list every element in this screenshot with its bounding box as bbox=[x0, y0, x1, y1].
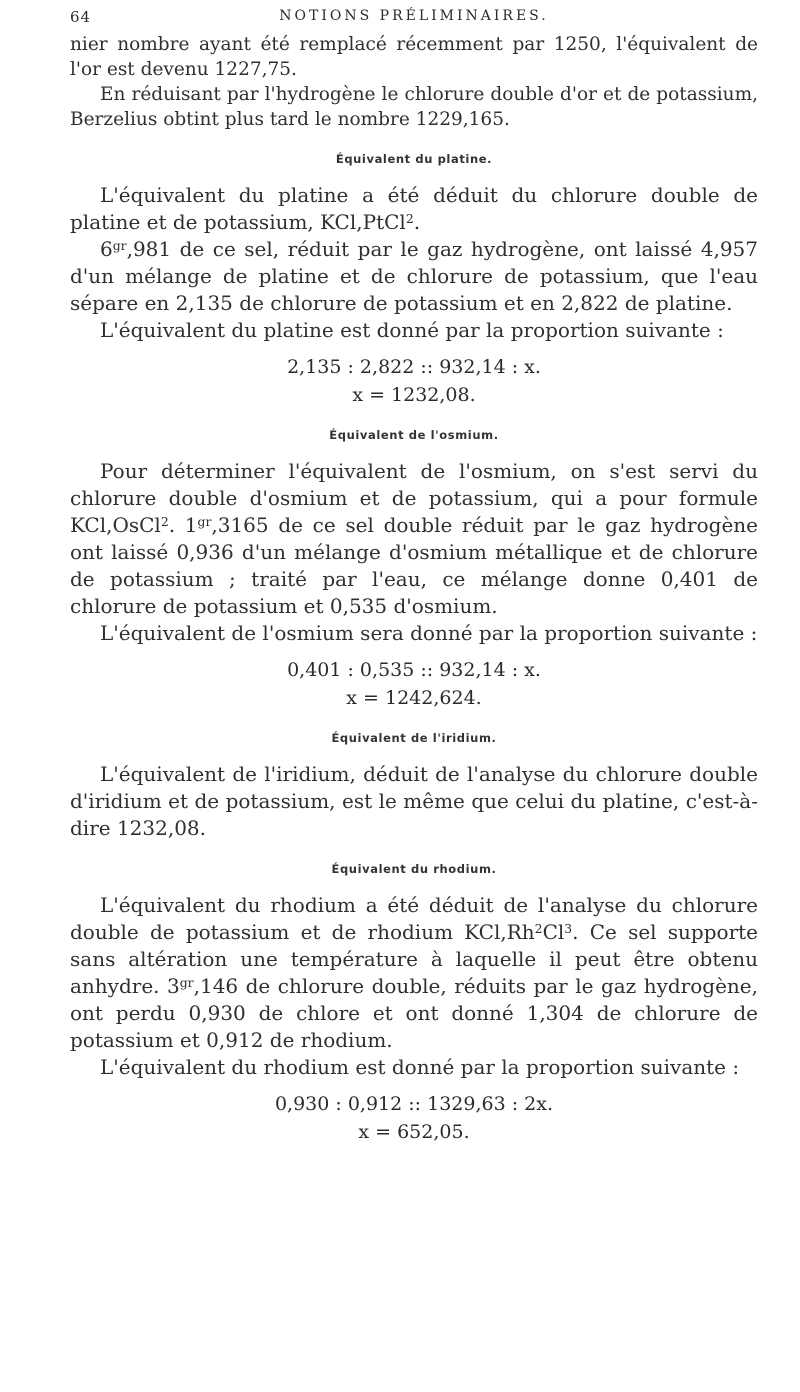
rhodium-p1-d: ,146 de chlorure double, réduits par le gaz hydrogène, ont perdu 0,930 de chlore et ont donné 1,304 de chlorure de potassium et 0,912 de rhodium. bbox=[70, 974, 758, 1052]
platine-p2-text: ,981 de ce sel, réduit par le gaz hydrogène, ont laissé 4,957 d'un mélange de platine et de chlorure de potassium, que l'eau sépare en 2,135 de chlorure de potassium et en 2,822 de platine. bbox=[70, 237, 758, 315]
rhodium-paragraph-1 bbox=[70, 892, 758, 1054]
intro-section bbox=[70, 32, 758, 132]
rhodium-formula-proportion: 0,930 : 0,912 :: 1329,63 : 2x. bbox=[274, 1093, 554, 1115]
platine-paragraph-2 bbox=[70, 236, 758, 317]
osmium-formula-result: x = 1242,624. bbox=[346, 687, 482, 709]
section-heading-iridium: Équivalent de l'iridium. bbox=[331, 731, 497, 745]
osmium-p1-end: . bbox=[168, 513, 176, 537]
rhodium-p1-unit: gr bbox=[179, 974, 194, 990]
platine-p1-text: L'équivalent du platine a été déduit du chlorure double de platine et de potassium, KCl,PtCl bbox=[70, 183, 758, 234]
rhodium-p1-sup1: 2 bbox=[534, 920, 543, 936]
osmium-p1-sup: 2 bbox=[160, 513, 169, 529]
osmium-p1-text: Pour déterminer l'équivalent de l'osmium, on s'est servi du chlorure double d'osmium et de potassium, qui a pour formule KCl,OsCl bbox=[70, 459, 758, 537]
rhodium-p1-sup2: 3 bbox=[564, 920, 573, 936]
platine-p1-sup: 2 bbox=[405, 210, 414, 226]
rhodium-p1-c: . Ce sel supporte sans altération une température à laquelle il peut être obtenu anhydre. 3 bbox=[70, 920, 758, 998]
rhodium-formula-result: x = 652,05. bbox=[358, 1121, 470, 1143]
platine-section bbox=[70, 152, 758, 408]
osmium-paragraph-1 bbox=[70, 458, 758, 620]
page-number: 64 bbox=[70, 8, 92, 26]
rhodium-p1-a: L'équivalent du rhodium a été déduit de l'analyse du chlorure double de potassium et de rhodium KCl,Rh bbox=[70, 893, 758, 944]
section-heading-osmium: Équivalent de l'osmium. bbox=[329, 428, 499, 442]
iridium-section bbox=[70, 731, 758, 842]
osmium-p1b-text: ,3165 de ce sel double réduit par le gaz hydrogène ont laissé 0,936 d'un mélange d'osmium métallique et de chlorure de potassium ; traité par l'eau, ce mélange donne 0,401 de chlorure de potassium et 0,535 d'osmium. bbox=[70, 513, 759, 618]
running-head bbox=[70, 8, 758, 32]
platine-p2-mass: 6 bbox=[100, 237, 113, 261]
iridium-paragraph-1: L'équivalent de l'iridium, déduit de l'analyse du chlorure double d'iridium et de potassium, est le même que celui du platine, c'est-à-dire 1232,08. bbox=[70, 762, 758, 840]
rhodium-p1-b: Cl bbox=[542, 920, 565, 944]
rhodium-section bbox=[70, 862, 758, 1145]
osmium-p1b-unit: gr bbox=[197, 513, 212, 529]
section-heading-platine: Équivalent du platine. bbox=[335, 152, 493, 166]
platine-paragraph-1 bbox=[70, 182, 758, 236]
osmium-p1b-mass: 1 bbox=[184, 513, 198, 537]
osmium-section bbox=[70, 428, 758, 711]
running-title: NOTIONS PRÉLIMINAIRES. bbox=[279, 8, 549, 24]
platine-formula-result: x = 1232,08. bbox=[352, 384, 476, 406]
platine-paragraph-3: L'équivalent du platine est donné par la proportion suivante : bbox=[100, 318, 724, 342]
osmium-formula-proportion: 0,401 : 0,535 :: 932,14 : x. bbox=[287, 659, 541, 681]
intro-paragraph-1: nier nombre ayant été remplacé récemment par 1250, l'équivalent de l'or est devenu 1227,75. bbox=[70, 34, 758, 80]
intro-paragraph-2: En réduisant par l'hydrogène le chlorure double d'or et de potassium, Berzelius obtint plus tard le nombre 1229,165. bbox=[70, 84, 758, 130]
rhodium-paragraph-2: L'équivalent du rhodium est donné par la proportion suivante : bbox=[100, 1055, 740, 1079]
osmium-paragraph-2: L'équivalent de l'osmium sera donné par la proportion suivante : bbox=[100, 621, 758, 645]
platine-formula-proportion: 2,135 : 2,822 :: 932,14 : x. bbox=[287, 356, 541, 378]
platine-p2-unit: gr bbox=[112, 237, 127, 253]
section-heading-rhodium: Équivalent du rhodium. bbox=[331, 862, 497, 876]
platine-p1-end: . bbox=[413, 210, 421, 234]
